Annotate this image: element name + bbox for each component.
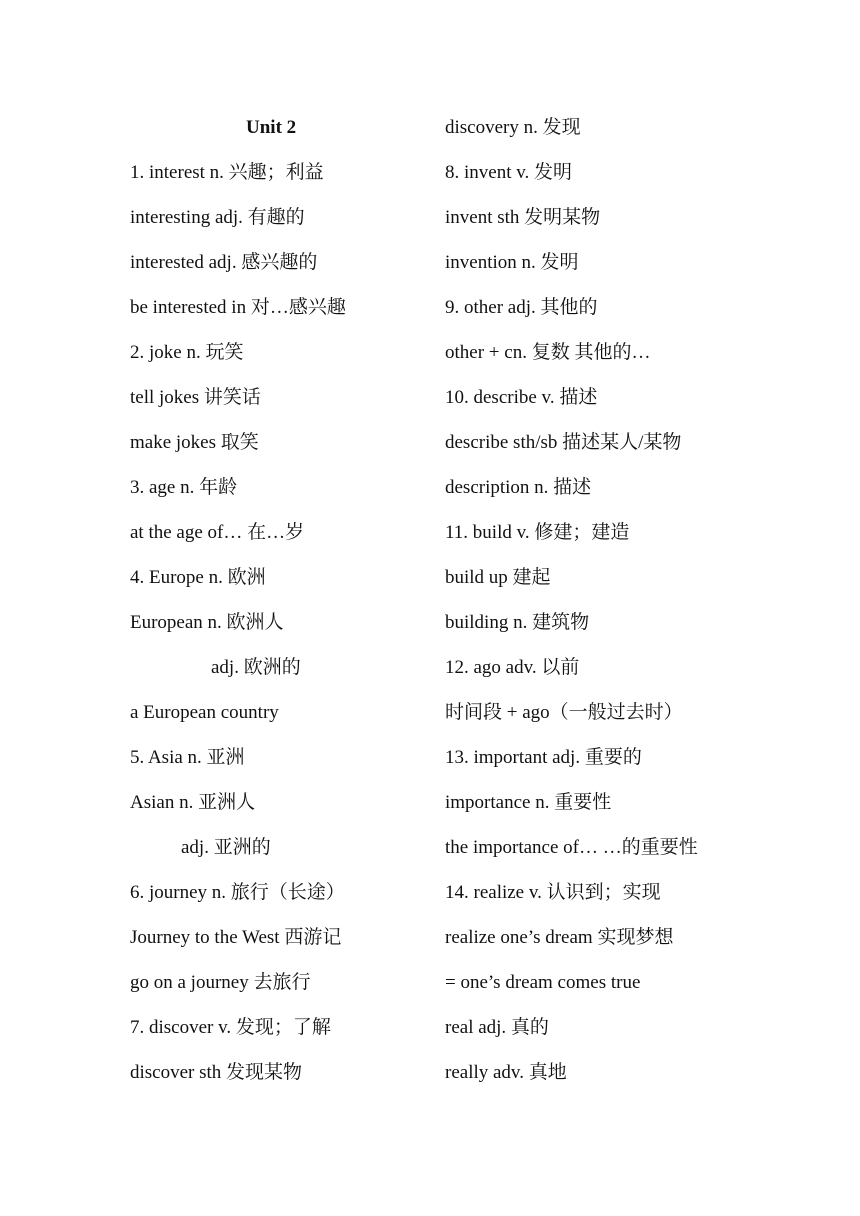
vocab-line: description n. 描述	[445, 477, 592, 498]
vocab-line: 11. build v. 修建；建造	[445, 522, 630, 543]
vocab-line: discovery n. 发现	[445, 117, 581, 138]
vocab-line: importance n. 重要性	[445, 792, 612, 813]
vocab-line: 9. other adj. 其他的	[445, 297, 598, 318]
vocab-line: invention n. 发明	[445, 252, 579, 273]
vocab-line: adj. 亚洲的	[181, 837, 271, 858]
vocab-line: invent sth 发明某物	[445, 207, 601, 228]
vocab-line: 7. discover v. 发现；了解	[130, 1017, 331, 1038]
vocab-line: 12. ago adv. 以前	[445, 657, 580, 678]
vocab-line: 1. interest n. 兴趣；利益	[130, 162, 324, 183]
vocab-line: interesting adj. 有趣的	[130, 207, 305, 228]
vocab-line: Asian n. 亚洲人	[130, 792, 256, 813]
vocab-line: 14. realize v. 认识到；实现	[445, 882, 661, 903]
vocab-line: realize one’s dream 实现梦想	[445, 927, 674, 948]
vocab-line: 6. journey n. 旅行（长途）	[130, 882, 345, 903]
vocab-line: 时间段 + ago（一般过去时）	[445, 702, 683, 723]
vocab-line: 5. Asia n. 亚洲	[130, 747, 245, 768]
vocab-line: 2. joke n. 玩笑	[130, 342, 244, 363]
vocab-line: = one’s dream comes true	[445, 972, 641, 993]
vocab-line: 8. invent v. 发明	[445, 162, 573, 183]
vocab-line: 4. Europe n. 欧洲	[130, 567, 266, 588]
vocab-line: 13. important adj. 重要的	[445, 747, 642, 768]
vocab-line: tell jokes 讲笑话	[130, 387, 261, 408]
vocab-line: discover sth 发现某物	[130, 1062, 303, 1083]
vocab-line: a European country	[130, 702, 279, 723]
vocab-line: 10. describe v. 描述	[445, 387, 598, 408]
vocab-line: really adv. 真地	[445, 1062, 567, 1083]
vocab-line: build up 建起	[445, 567, 551, 588]
vocab-line: go on a journey 去旅行	[130, 972, 311, 993]
vocab-line: describe sth/sb 描述某人/某物	[445, 432, 682, 453]
vocab-line: other + cn. 复数 其他的…	[445, 342, 651, 363]
vocab-line: European n. 欧洲人	[130, 612, 284, 633]
unit-title: Unit 2	[246, 117, 297, 138]
left-column	[130, 105, 460, 1095]
vocab-line: real adj. 真的	[445, 1017, 549, 1038]
vocab-line: make jokes 取笑	[130, 432, 259, 453]
vocab-line: the importance of… …的重要性	[445, 837, 698, 858]
vocab-line: interested adj. 感兴趣的	[130, 252, 318, 273]
vocab-line: Journey to the West 西游记	[130, 927, 342, 948]
vocab-line: at the age of… 在…岁	[130, 522, 305, 543]
right-column	[445, 105, 745, 1095]
vocab-line: adj. 欧洲的	[211, 657, 301, 678]
vocab-line: 3. age n. 年龄	[130, 477, 238, 498]
vocab-line: be interested in 对…感兴趣	[130, 297, 346, 318]
vocab-line: building n. 建筑物	[445, 612, 590, 633]
